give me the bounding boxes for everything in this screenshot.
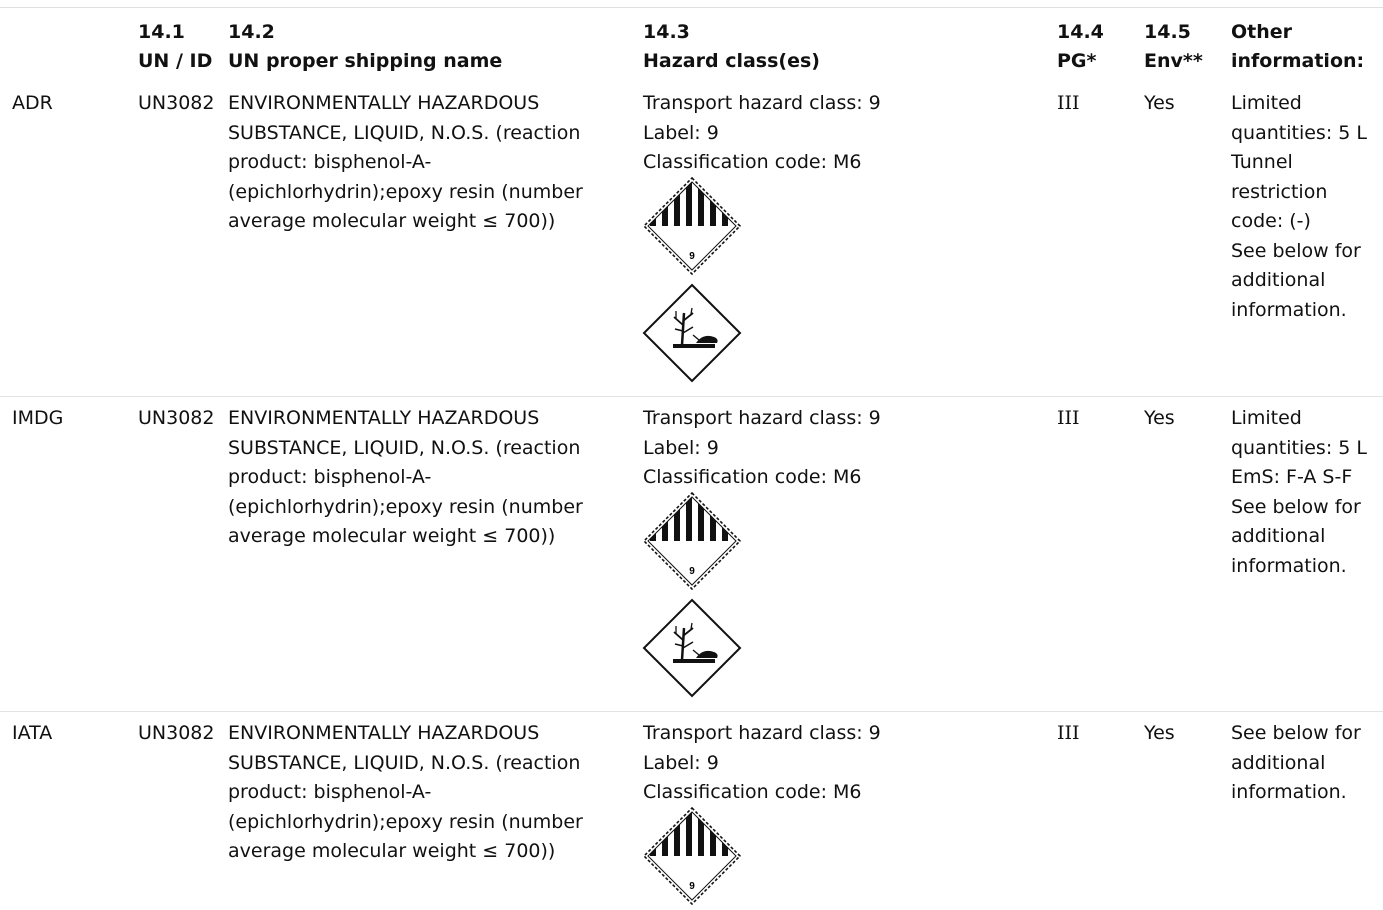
class-line: Transport hazard class: 9 (643, 722, 881, 744)
hazard-class-info (643, 719, 881, 808)
header-other-line1: Other (1231, 21, 1293, 43)
class-line: Transport hazard class: 9 (643, 92, 881, 114)
other-information (1231, 719, 1361, 808)
class-line: Label: 9 (643, 436, 719, 459)
header-name-label: UN proper shipping name (228, 50, 503, 72)
proper-shipping-name (228, 719, 583, 867)
transport-mode: ADR (12, 92, 53, 114)
other-line: Limited (1231, 407, 1302, 429)
un-number: UN3082 (138, 92, 215, 114)
hazard-class-info (643, 89, 881, 178)
other-line: restriction (1231, 180, 1328, 203)
environment-hazard-diamond-icon (641, 283, 743, 383)
header-un-label: UN / ID (138, 50, 213, 72)
packing-group: III (1057, 722, 1080, 744)
class-line: Label: 9 (643, 751, 719, 774)
other-line: information. (1231, 554, 1347, 577)
other-line: Limited (1231, 92, 1302, 114)
other-line: information. (1231, 298, 1347, 321)
class-9-diamond-icon (641, 176, 743, 276)
other-line: information. (1231, 781, 1347, 803)
other-information (1231, 89, 1367, 325)
hazard-class-info (643, 404, 881, 493)
name-line: SUBSTANCE, LIQUID, N.O.S. (reaction (228, 121, 581, 144)
other-line: quantities: 5 L (1231, 121, 1367, 144)
other-line: Tunnel (1231, 151, 1293, 173)
transport-mode: IATA (12, 722, 53, 744)
header-pg-label: PG* (1057, 50, 1097, 72)
environmental-hazard: Yes (1144, 407, 1175, 429)
environmental-hazard: Yes (1144, 722, 1175, 744)
other-line: additional (1231, 751, 1326, 774)
name-line: average molecular weight ≤ 700)) (228, 525, 556, 547)
other-information (1231, 404, 1367, 581)
transport-mode: IMDG (12, 407, 64, 429)
row-divider (0, 396, 1383, 397)
environmental-hazard: Yes (1144, 92, 1175, 114)
header-pg-num: 14.4 (1057, 21, 1104, 43)
proper-shipping-name (228, 89, 583, 237)
proper-shipping-name (228, 404, 583, 552)
name-line: ENVIRONMENTALLY HAZARDOUS (228, 722, 540, 744)
header-class-label: Hazard class(es) (643, 50, 820, 72)
packing-group: III (1057, 92, 1080, 114)
name-line: product: bisphenol-A- (228, 151, 432, 173)
name-line: product: bisphenol-A- (228, 466, 432, 488)
class-9-digit: 9 (689, 566, 695, 577)
other-line: quantities: 5 L (1231, 436, 1367, 459)
header-env-label: Env** (1144, 50, 1203, 72)
class-line: Classification code: M6 (643, 781, 862, 803)
row-divider (0, 711, 1383, 712)
class-line: Transport hazard class: 9 (643, 407, 881, 429)
name-line: average molecular weight ≤ 700)) (228, 840, 556, 862)
class-line: Classification code: M6 (643, 466, 862, 488)
environment-hazard-diamond-icon (641, 598, 743, 698)
packing-group: III (1057, 407, 1080, 429)
name-line: ENVIRONMENTALLY HAZARDOUS (228, 407, 540, 429)
other-line: See below for (1231, 239, 1361, 262)
class-line: Label: 9 (643, 121, 719, 144)
class-9-digit: 9 (689, 251, 695, 262)
table-top-rule (0, 7, 1383, 8)
name-line: (epichlorhydrin);epoxy resin (number (228, 495, 583, 518)
header-other-line2: information: (1231, 50, 1365, 72)
un-number: UN3082 (138, 407, 215, 429)
other-line: EmS: F-A S-F (1231, 466, 1353, 488)
header-class-num: 14.3 (643, 21, 690, 43)
header-un-num: 14.1 (138, 21, 185, 43)
name-line: SUBSTANCE, LIQUID, N.O.S. (reaction (228, 436, 581, 459)
header-name-num: 14.2 (228, 21, 275, 43)
class-9-diamond-icon (641, 806, 743, 906)
class-9-digit: 9 (689, 881, 695, 892)
name-line: SUBSTANCE, LIQUID, N.O.S. (reaction (228, 751, 581, 774)
class-9-diamond-icon (641, 491, 743, 591)
name-line: (epichlorhydrin);epoxy resin (number (228, 180, 583, 203)
class-line: Classification code: M6 (643, 151, 862, 173)
other-line: See below for (1231, 722, 1361, 744)
name-line: product: bisphenol-A- (228, 781, 432, 803)
name-line: (epichlorhydrin);epoxy resin (number (228, 810, 583, 833)
other-line: See below for (1231, 495, 1361, 518)
other-line: additional (1231, 525, 1326, 547)
un-number: UN3082 (138, 722, 215, 744)
name-line: average molecular weight ≤ 700)) (228, 210, 556, 232)
other-line: additional (1231, 269, 1326, 291)
other-line: code: (-) (1231, 210, 1311, 232)
header-env-num: 14.5 (1144, 21, 1191, 43)
name-line: ENVIRONMENTALLY HAZARDOUS (228, 92, 540, 114)
